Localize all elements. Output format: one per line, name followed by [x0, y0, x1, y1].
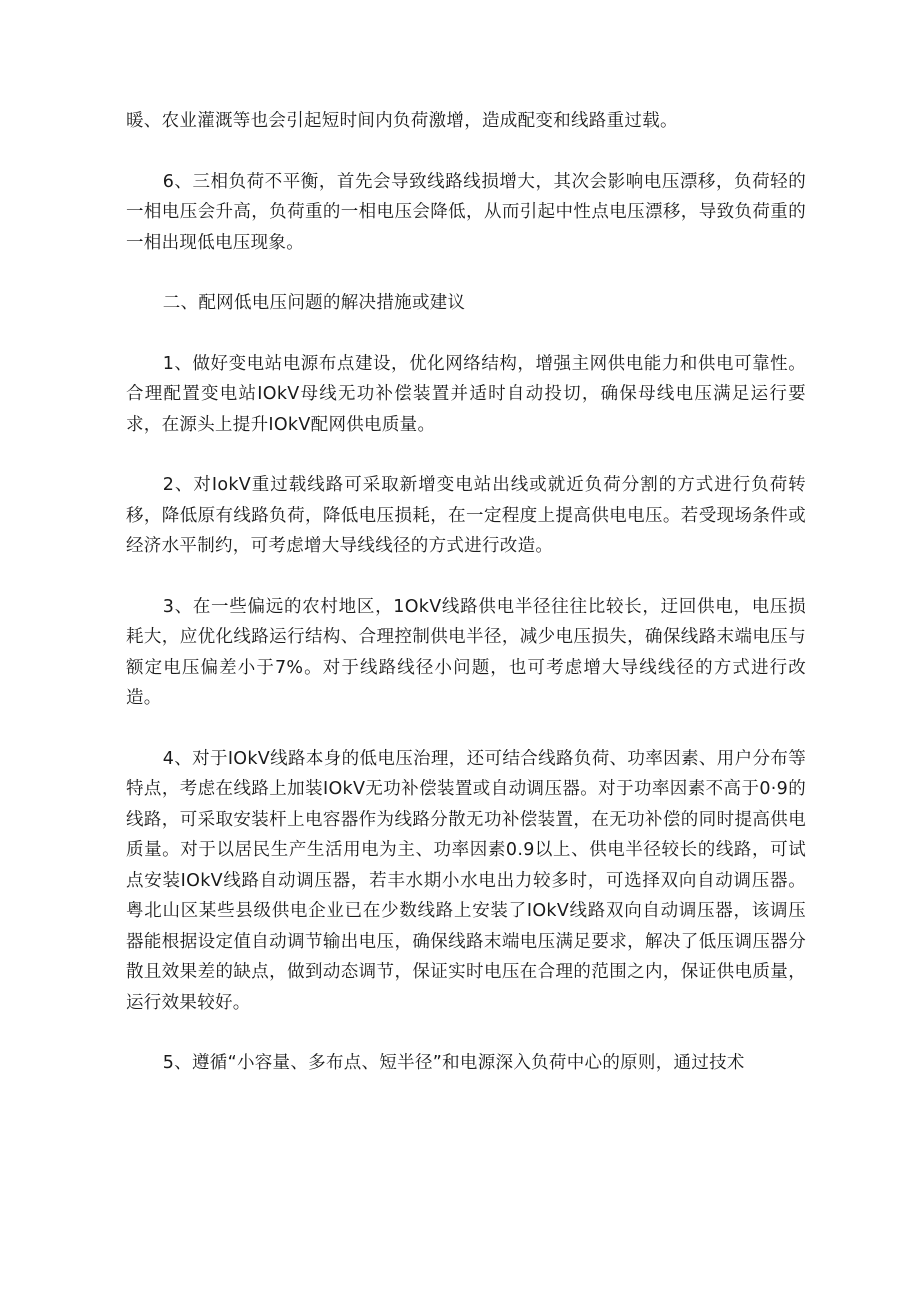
paragraph-item-5: 5、遵循“小容量、多布点、短半径”和电源深入负荷中心的原则，通过技术 — [162, 1053, 745, 1073]
paragraph-item-3: 3、在一些偏远的农村地区，1OkV线路供电半径往往比较长，迂回供电，电压损耗大，应优化线路运行结构、合理控制供电半径，减少电压损失，确保线路末端电压与额定电压偏差小于7%。对于线路线径小问题，也可考虑增大导线线径的方式进行改造。 — [126, 596, 806, 708]
paragraph-item-2: 2、对IokV重过载线路可采取新增变电站出线或就近负荷分割的方式进行负荷转移，降低原有线路负荷，降低电压损耗，在一定程度上提高供电电压。若受现场条件或经济水平制约，可考虑增大导线线径的方式进行改造。 — [126, 475, 806, 556]
paragraph-item-4: 4、对于IOkV线路本身的低电压治理，还可结合线路负荷、功率因素、用户分布等特点，考虑在线路上加装IOkV无功补偿装置或自动调压器。对于功率因素不高于0·9的线路，可采取安装杆上电容器作为线路分散无功补偿装置，在无功补偿的同时提高供电质量。对于以居民生产生活用电为主、功率因素0.9以上、供电半径较长的线路，可试点安装IOkV线路自动调压器，若丰水期小水电出力较多时，可选择双向自动调压器。粤北山区某些县级供电企业已在少数线路上安装了IOkV线路双向自动调压器，该调压器能根据设定值自动调节输出电压，确保线路末端电压满足要求，解决了低压调压器分散且效果差的缺点，做到动态调节，保证实时电压在合理的范围之内，保证供电质量，运行效果较好。 — [126, 748, 806, 1013]
paragraph-continuation: 暖、农业灌溉等也会引起短时间内负荷激增，造成配变和线路重过载。 — [126, 111, 678, 131]
section-heading: 二、配网低电压问题的解决措施或建议 — [162, 293, 466, 313]
paragraph-item-1: 1、做好变电站电源布点建设，优化网络结构，增强主网供电能力和供电可靠性。合理配置变电站IOkV母线无功补偿装置并适时自动投切，确保母线电压满足运行要求，在源头上提升IOkV配网供电质量。 — [126, 353, 806, 435]
paragraph-item-6: 6、三相负荷不平衡，首先会导致线路线损增大，其次会影响电压漂移，负荷轻的一相电压会升高，负荷重的一相电压会降低，从而引起中性点电压漂移，导致负荷重的一相出现低电压现象。 — [126, 171, 806, 253]
document-body — [126, 106, 806, 1109]
